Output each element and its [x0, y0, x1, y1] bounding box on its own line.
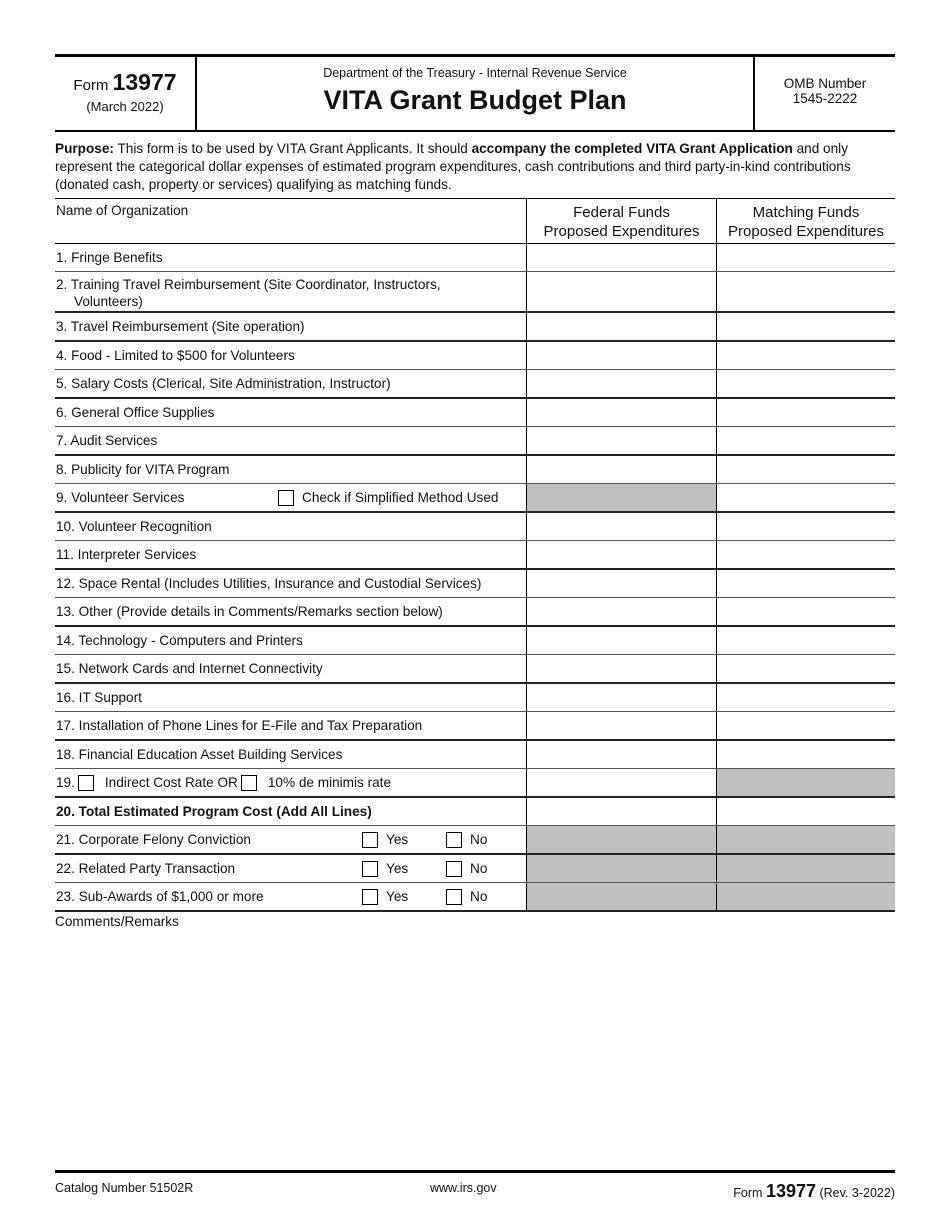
catalog-number: Catalog Number 51502R: [55, 1181, 194, 1195]
omb-box: [753, 57, 895, 130]
no-label: No: [470, 889, 488, 904]
row-label: 16. IT Support: [56, 690, 142, 705]
purpose-bold: accompany the completed VITA Grant Application: [471, 141, 793, 156]
table-row: [55, 684, 895, 712]
col-federal-header: [527, 199, 717, 243]
row-label: 11. Interpreter Services: [56, 547, 197, 562]
page-title: VITA Grant Budget Plan: [323, 85, 627, 115]
federal-input[interactable]: [527, 427, 717, 454]
matching-input[interactable]: [717, 598, 895, 625]
row-label: 22. Related Party Transaction: [56, 861, 236, 876]
matching-input[interactable]: [717, 627, 895, 654]
federal-input[interactable]: [527, 541, 717, 568]
federal-input[interactable]: [527, 272, 717, 311]
no-checkbox[interactable]: [446, 889, 462, 905]
row-label: 3. Travel Reimbursement (Site operation): [56, 319, 305, 334]
omb-label: OMB Number: [783, 76, 867, 91]
matching-input[interactable]: [717, 684, 895, 711]
row-label: 5. Salary Costs (Clerical, Site Administration, Instructor): [56, 376, 391, 391]
matching-input[interactable]: [717, 342, 895, 369]
yes-label: Yes: [386, 861, 409, 876]
department: Department of the Treasury - Internal Revenue Service: [323, 66, 627, 80]
matching-input[interactable]: [717, 712, 895, 739]
matching-cell-disabled: [717, 883, 895, 910]
table-row: [55, 741, 895, 769]
form-header: [55, 54, 895, 132]
table-row: [55, 655, 895, 684]
federal-input[interactable]: [527, 655, 717, 682]
purpose-text: [55, 140, 895, 198]
federal-input[interactable]: [527, 370, 717, 397]
row-label: 13. Other (Provide details in Comments/Remarks section below): [56, 604, 443, 619]
table-row: [55, 427, 895, 456]
row-label: 23. Sub-Awards of $1,000 or more: [56, 889, 264, 904]
col1-line2: Proposed Expenditures: [543, 223, 700, 240]
no-label: No: [470, 832, 488, 847]
org-name-field[interactable]: [55, 199, 527, 243]
form-number: 13977: [112, 69, 177, 95]
table-row: [55, 272, 895, 313]
federal-input[interactable]: [527, 456, 717, 483]
matching-input[interactable]: [717, 484, 895, 511]
row-label: 20. Total Estimated Program Cost (Add All Lines): [56, 804, 372, 819]
table-header: [55, 199, 895, 244]
row-label: 2. Training Travel Reimbursement (Site Coordinator, Instructors,: [56, 277, 441, 292]
footer-rev: (Rev. 3-2022): [819, 1186, 895, 1200]
federal-total-input[interactable]: [527, 798, 717, 825]
table-row: [55, 769, 895, 798]
matching-input[interactable]: [717, 570, 895, 597]
matching-input[interactable]: [717, 427, 895, 454]
yes-checkbox[interactable]: [362, 889, 378, 905]
page-footer: [55, 1170, 895, 1202]
website-link[interactable]: www.irs.gov: [429, 1181, 497, 1195]
row-label-cont: Volunteers): [74, 294, 143, 309]
title-box: [197, 57, 753, 130]
federal-input[interactable]: [527, 342, 717, 369]
form-date: (March 2022): [86, 99, 164, 114]
checkbox-label: Check if Simplified Method Used: [302, 490, 499, 505]
row-number: 19.: [56, 775, 75, 790]
matching-cell-disabled: [717, 826, 895, 853]
yes-checkbox[interactable]: [362, 861, 378, 877]
matching-input[interactable]: [717, 399, 895, 426]
matching-input[interactable]: [717, 272, 895, 311]
federal-cell-disabled: [527, 883, 717, 910]
col1-line1: Federal Funds: [573, 204, 670, 221]
form-page: [55, 54, 895, 929]
table-row: [55, 513, 895, 541]
row-label: 9. Volunteer Services: [56, 490, 185, 505]
table-row: [55, 244, 895, 272]
federal-cell-disabled: [527, 855, 717, 882]
federal-input[interactable]: [527, 684, 717, 711]
table-row: [55, 627, 895, 655]
org-name-label: Name of Organization: [56, 203, 189, 218]
federal-input[interactable]: [527, 712, 717, 739]
federal-input[interactable]: [527, 627, 717, 654]
comments-remarks-field[interactable]: [55, 914, 895, 929]
row-label: 18. Financial Education Asset Building Services: [56, 747, 343, 762]
no-label: No: [470, 861, 488, 876]
federal-input[interactable]: [527, 513, 717, 540]
row-label: 1. Fringe Benefits: [56, 250, 163, 265]
indirect-cost-checkbox[interactable]: [78, 775, 94, 791]
matching-input[interactable]: [717, 370, 895, 397]
row-label: 17. Installation of Phone Lines for E-File and Tax Preparation: [56, 718, 423, 733]
de-minimis-label: 10% de minimis rate: [267, 775, 392, 790]
row-label: 21. Corporate Felony Conviction: [56, 832, 251, 847]
col-matching-header: [717, 199, 895, 243]
omb-number: 1545-2222: [792, 91, 858, 106]
de-minimis-checkbox[interactable]: [241, 775, 257, 791]
row-label: 14. Technology - Computers and Printers: [56, 633, 303, 648]
table-row: [55, 399, 895, 427]
matching-cell-disabled: [717, 855, 895, 882]
table-row: [55, 855, 895, 883]
table-row: [55, 883, 895, 912]
federal-input[interactable]: [527, 741, 717, 768]
matching-input[interactable]: [717, 313, 895, 340]
federal-cell-disabled: [527, 826, 717, 853]
table-row: [55, 456, 895, 484]
row-label: 8. Publicity for VITA Program: [56, 462, 230, 477]
purpose-part2: and only represent the categorical dollar expenses of estimated program expenditures, cash contributions and third party-in-kind contributions (donated cash, property or services) qualifying as matching funds.: [55, 141, 851, 192]
federal-input[interactable]: [527, 399, 717, 426]
yes-label: Yes: [386, 832, 409, 847]
no-checkbox[interactable]: [446, 832, 462, 848]
row-label: 7. Audit Services: [56, 433, 158, 448]
row-label: 6. General Office Supplies: [56, 405, 215, 420]
purpose-label: Purpose:: [55, 141, 114, 156]
row-label: 15. Network Cards and Internet Connectivity: [56, 661, 323, 676]
matching-total-input[interactable]: [717, 798, 895, 825]
row-label: 4. Food - Limited to $500 for Volunteers: [56, 348, 295, 363]
table-row: [55, 541, 895, 570]
table-row: [55, 313, 895, 342]
table-row: [55, 570, 895, 598]
footer-form-number: 13977: [765, 1181, 816, 1201]
comments-label: Comments/Remarks: [55, 914, 179, 929]
yes-checkbox[interactable]: [362, 832, 378, 848]
no-checkbox[interactable]: [446, 861, 462, 877]
col2-line2: Proposed Expenditures: [728, 223, 884, 240]
footer-form-id: [733, 1181, 895, 1202]
matching-input[interactable]: [717, 655, 895, 682]
matching-input[interactable]: [717, 513, 895, 540]
purpose-part1: This form is to be used by VITA Grant Applicants. It should: [113, 141, 472, 156]
federal-input[interactable]: [527, 244, 717, 271]
footer-form-prefix: Form: [733, 1186, 763, 1200]
federal-input[interactable]: [527, 313, 717, 340]
table-row: [55, 712, 895, 741]
matching-input[interactable]: [717, 741, 895, 768]
table-row: [55, 598, 895, 627]
federal-input[interactable]: [527, 598, 717, 625]
row-label: 12. Space Rental (Includes Utilities, Insurance and Custodial Services): [56, 576, 482, 591]
form-prefix: Form: [73, 77, 109, 94]
yes-label: Yes: [386, 889, 409, 904]
table-row: [55, 342, 895, 370]
matching-input[interactable]: [717, 244, 895, 271]
table-row: [55, 370, 895, 399]
federal-input[interactable]: [527, 769, 717, 796]
matching-cell-disabled: [717, 769, 895, 796]
table-row: [55, 826, 895, 855]
table-row: [55, 484, 895, 513]
federal-cell-disabled: [527, 484, 717, 511]
matching-input[interactable]: [717, 456, 895, 483]
matching-input[interactable]: [717, 541, 895, 568]
col2-line1: Matching Funds: [752, 204, 860, 221]
simplified-method-checkbox[interactable]: [278, 490, 294, 506]
budget-table: [55, 198, 895, 912]
indirect-cost-label: Indirect Cost Rate OR: [104, 775, 238, 790]
table-row: [55, 798, 895, 826]
federal-input[interactable]: [527, 570, 717, 597]
row-label: 10. Volunteer Recognition: [56, 519, 212, 534]
form-id-box: [55, 57, 197, 130]
